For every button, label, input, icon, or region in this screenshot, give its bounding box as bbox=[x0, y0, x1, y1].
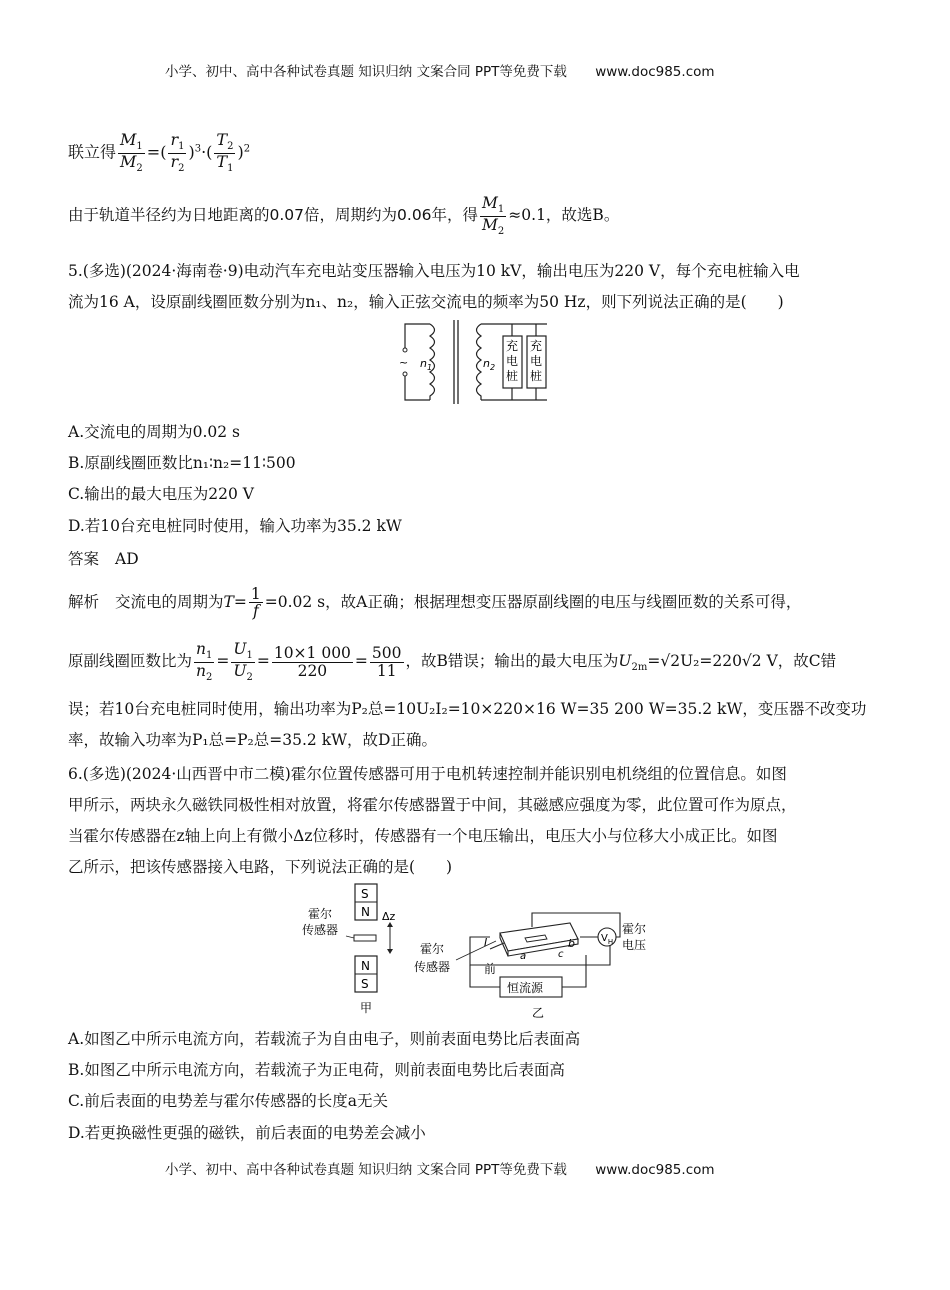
combine-formula: 联立得 $\frac{M_1}{M_2}$ =( $\frac{r_1}{r_2}$ )$^3$·( $\frac{T_2}{T_1}$ )$^2$ bbox=[68, 130, 251, 174]
voltmeter-label: $V_H$ bbox=[601, 933, 614, 946]
svg-text:I: I bbox=[484, 936, 488, 949]
svg-text:b: b bbox=[568, 937, 575, 950]
q5-option-a[interactable]: A.交流电的周期为0.02 s bbox=[68, 423, 241, 441]
q5-answer: 答案 AD bbox=[68, 550, 139, 568]
footer-text: 小学、初中、高中各种试卷真题 知识归纳 文案合同 PPT等免费下载 bbox=[165, 1162, 567, 1178]
q6-stem-line4: 乙所示，把该传感器接入电路，下列说法正确的是( ) bbox=[68, 858, 453, 876]
q6-stem-line3: 当霍尔传感器在z轴上向上有微小Δz位移时，传感器有一个电压输出，电压大小与位移大小成正比。如图 bbox=[68, 827, 778, 845]
svg-text:S: S bbox=[361, 977, 369, 991]
svg-text:c: c bbox=[558, 949, 564, 960]
header-text: 小学、初中、高中各种试卷真题 知识归纳 文案合同 PPT等免费下载 bbox=[165, 64, 567, 80]
svg-text:电压: 电压 bbox=[622, 938, 647, 952]
svg-text:N: N bbox=[361, 905, 370, 919]
svg-text:S: S bbox=[361, 887, 369, 901]
q6-option-a[interactable]: A.如图乙中所示电流方向，若载流子为自由电子，则前表面电势比后表面高 bbox=[68, 1030, 581, 1048]
q5-analysis-line2: 原副线圈匝数比为 $\frac{n_1}{n_2}$ = $\frac{U_1}{U_2}$ = $\frac{10\times 1 000}{220}$ = $\frac{500}{11}$ ，故B错误；输出的最大电压为$U_{2m}=√2U_2=220√2$ V，故C错 bbox=[68, 640, 837, 683]
ac-source-symbol: ~ bbox=[399, 356, 409, 369]
q5-stem-line1: 5.(多选)(2024·海南卷·9)电动汽车充电站变压器输入电压为10 kV，输出电压为220 V，每个充电桩输入电 bbox=[68, 262, 800, 280]
q5-answer-value: AD bbox=[115, 550, 139, 568]
svg-text:传感器: 传感器 bbox=[414, 960, 451, 974]
q6-stem-line1: 6.(多选)(2024·山西晋中市二模)霍尔位置传感器可用于电机转速控制并能识别电机绕组的位置信息。如图 bbox=[68, 765, 787, 783]
svg-text:传感器: 传感器 bbox=[302, 923, 339, 937]
header-url[interactable]: www.doc985.com bbox=[595, 64, 715, 80]
svg-text:前: 前 bbox=[484, 962, 497, 976]
pile2-label: 充电桩 bbox=[530, 339, 543, 383]
svg-text:恒流源: 恒流源 bbox=[507, 981, 544, 995]
page-header bbox=[165, 60, 715, 80]
figure-jia bbox=[300, 880, 410, 1020]
hall-sensor-small bbox=[354, 935, 376, 941]
figure-yi bbox=[410, 905, 670, 1020]
q5-analysis-line1: 解析 交流电的周期为T= $\frac{1}{f}$ =0.02 s，故A正确；根据理想变压器原副线圈的电压与线圈匝数的关系可得， bbox=[68, 585, 802, 621]
prev-conclusion: 由于轨道半径约为日地距离的0.07倍，周期约为0.06年，得 $\frac{M_1}{M_2}$ ≈0.1，故选B。 bbox=[68, 194, 620, 237]
q5-analysis-line3: 误；若10台充电桩同时使用，输出功率为P₂总=10U₂I₂=10×220×16 W=35 200 W=35.2 kW，变压器不改变功 bbox=[68, 700, 867, 718]
svg-text:霍尔: 霍尔 bbox=[622, 922, 647, 936]
dz-label: Δz bbox=[382, 910, 396, 923]
page-footer bbox=[165, 1158, 715, 1178]
q6-option-c[interactable]: C.前后表面的电势差与霍尔传感器的长度a无关 bbox=[68, 1092, 388, 1110]
q5-analysis-line4: 率，故输入功率为P₁总=P₂总=35.2 kW，故D正确。 bbox=[68, 731, 437, 749]
q5-option-d[interactable]: D.若10台充电桩同时使用，输入功率为35.2 kW bbox=[68, 517, 402, 535]
caption-yi: 乙 bbox=[532, 1006, 545, 1020]
footer-url[interactable]: www.doc985.com bbox=[595, 1162, 715, 1178]
q5-option-c[interactable]: C.输出的最大电压为220 V bbox=[68, 485, 254, 503]
n1-label: $n_1$ bbox=[420, 357, 433, 372]
transformer-figure bbox=[395, 318, 555, 406]
svg-text:N: N bbox=[361, 959, 370, 973]
q6-option-b[interactable]: B.如图乙中所示电流方向，若载流子为正电荷，则前表面电势比后表面高 bbox=[68, 1061, 565, 1079]
pile1-label: 充电桩 bbox=[506, 339, 519, 383]
q5-option-b[interactable]: B.原副线圈匝数比n₁∶n₂=11∶500 bbox=[68, 454, 296, 472]
q6-option-d[interactable]: D.若更换磁性更强的磁铁，前后表面的电势差会减小 bbox=[68, 1124, 426, 1142]
q5-stem-line2: 流为16 A，设原副线圈匝数分别为n₁、n₂，输入正弦交流电的频率为50 Hz，则下列说法正确的是( ) bbox=[68, 293, 784, 311]
n2-label: $n_2$ bbox=[483, 357, 496, 372]
caption-jia: 甲 bbox=[360, 1001, 373, 1015]
svg-text:霍尔: 霍尔 bbox=[420, 942, 445, 956]
svg-text:霍尔: 霍尔 bbox=[308, 907, 333, 921]
q6-stem-line2: 甲所示，两块永久磁铁同极性相对放置，将霍尔传感器置于中间，其磁感应强度为零，此位置可作为原点， bbox=[68, 796, 797, 814]
svg-text:a: a bbox=[520, 951, 527, 962]
